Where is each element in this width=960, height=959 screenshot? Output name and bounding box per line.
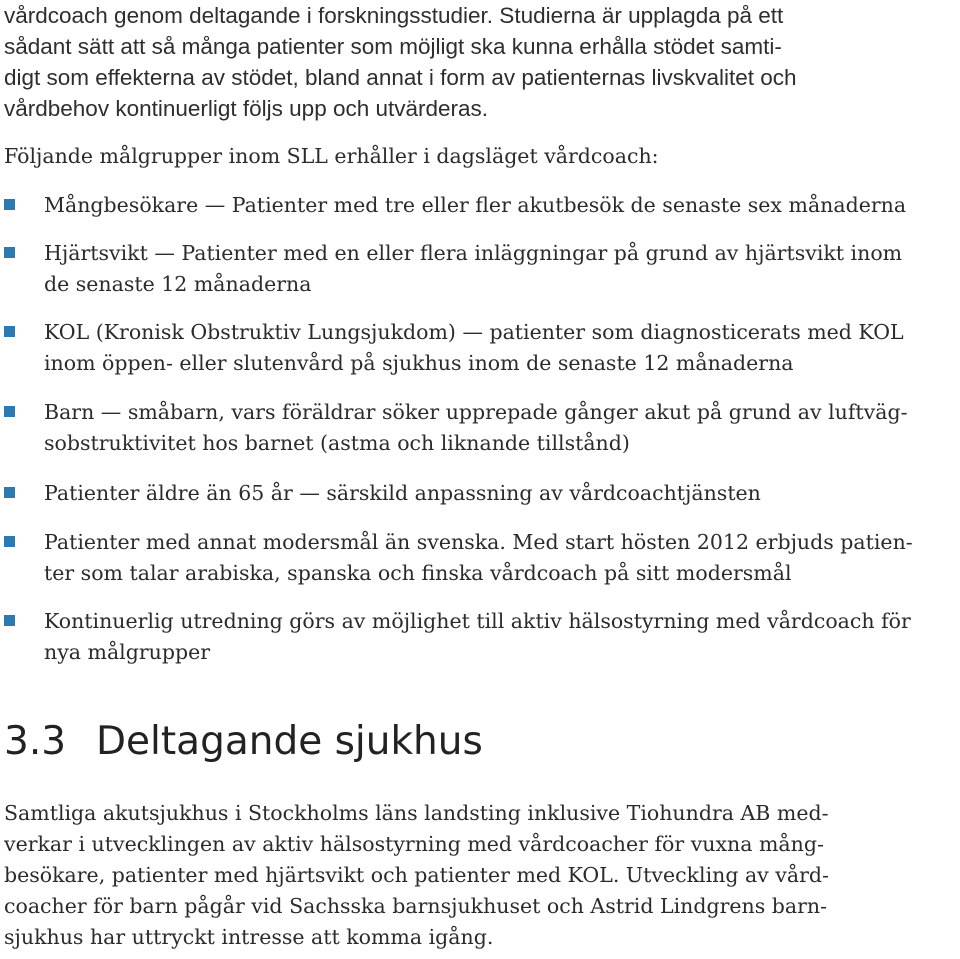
square-bullet-icon [4,326,15,337]
square-bullet-icon [4,487,15,498]
list-item [4,527,956,589]
list-item-line: de senaste 12 månaderna [44,272,312,296]
square-bullet-icon [4,247,15,258]
list-item-text [44,238,956,300]
list-item [4,606,956,668]
list-item-text [44,190,956,221]
list-item-text [44,606,956,668]
list-item-line: Kontinuerlig utredning görs av möjlighet till aktiv hälsostyrning med vårdcoach för [44,609,911,633]
paragraph-line: coacher för barn pågår vid Sachsska barnsjukhuset och Astrid Lindgrens barn- [4,894,828,918]
intro-paragraph [4,0,956,124]
list-item-line: Patienter äldre än 65 år — särskild anpassning av vårdcoachtjänsten [44,481,761,505]
list-item [4,478,956,509]
list-item-text [44,317,956,379]
target-groups-lead: Följande målgrupper inom SLL erhåller i dagsläget vårdcoach: [4,144,659,168]
list-item-text [44,478,956,509]
list-item-line: Hjärtsvikt — Patienter med en eller flera inläggningar på grund av hjärtsvikt inom [44,241,903,265]
paragraph-line: Samtliga akutsjukhus i Stockholms läns landsting inklusive Tiohundra AB med- [4,801,829,825]
paragraph-line: besökare, patienter med hjärtsvikt och patienter med KOL. Utveckling av vård- [4,863,829,887]
intro-line: vårdcoach genom deltagande i forskningsstudier. Studierna är upplagda på ett [4,3,784,28]
paragraph-line: sjukhus har uttryckt intresse att komma igång. [4,925,494,949]
section-title: Deltagande sjukhus [96,719,483,764]
list-item-line: KOL (Kronisk Obstruktiv Lungsjukdom) — patienter som diagnosticerats med KOL [44,320,904,344]
list-item-line: Patienter med annat modersmål än svenska. Med start hösten 2012 erbjuds patien- [44,530,913,554]
list-item [4,397,956,459]
section-number: 3.3 [4,719,67,764]
list-item-line: nya målgrupper [44,640,211,664]
square-bullet-icon [4,199,15,210]
list-item-text [44,397,956,459]
document-page [4,0,956,949]
intro-line: sådant sätt att så många patienter som möjligt ska kunna erhålla stödet samti- [4,34,782,59]
square-bullet-icon [4,615,15,626]
list-item-text [44,527,956,589]
list-item-line: Barn — småbarn, vars föräldrar söker upprepade gånger akut på grund av luftväg- [44,400,908,424]
section-heading [4,716,483,768]
list-item [4,317,956,379]
square-bullet-icon [4,536,15,547]
list-item [4,238,956,300]
list-item-line: inom öppen- eller slutenvård på sjukhus inom de senaste 12 månaderna [44,351,794,375]
list-item-line: sobstruktivitet hos barnet (astma och liknande tillstånd) [44,431,630,455]
list-item [4,190,956,221]
square-bullet-icon [4,406,15,417]
paragraph-line: verkar i utvecklingen av aktiv hälsostyrning med vårdcoacher för vuxna mång- [4,832,824,856]
list-item-line: ter som talar arabiska, spanska och finska vårdcoach på sitt modersmål [44,561,792,585]
hospitals-paragraph [4,798,829,953]
list-item-line: Mångbesökare — Patienter med tre eller fler akutbesök de senaste sex månaderna [44,193,907,217]
intro-line: vårdbehov kontinuerligt följs upp och utvärderas. [4,96,489,121]
intro-line: digt som effekterna av stödet, bland annat i form av patienternas livskvalitet och [4,65,797,90]
